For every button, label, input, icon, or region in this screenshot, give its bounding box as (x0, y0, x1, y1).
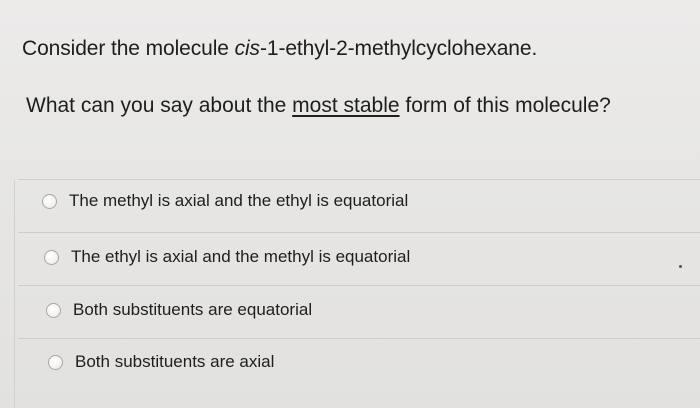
answer-option-2[interactable] (44, 246, 410, 268)
question-prefix: Consider the molecule (22, 37, 235, 60)
stray-dot (679, 265, 682, 268)
prompt-underlined: most stable (292, 94, 400, 117)
radio-button-3[interactable] (46, 303, 61, 318)
question-prompt (26, 92, 611, 120)
divider (18, 338, 700, 339)
prompt-before: What can you say about the (26, 94, 293, 117)
options-left-rule (14, 180, 15, 408)
divider-top (18, 179, 700, 180)
radio-button-2[interactable] (44, 250, 59, 265)
divider (18, 232, 700, 233)
question-suffix: -1-ethyl-2-methylcyclohexane. (259, 37, 538, 60)
divider (18, 285, 700, 286)
answer-option-3[interactable] (46, 299, 312, 321)
prompt-after: form of this molecule? (399, 94, 611, 117)
answer-option-label: The methyl is axial and the ethyl is equatorial (69, 191, 409, 210)
radio-button-4[interactable] (48, 355, 63, 370)
answer-option-label: Both substituents are equatorial (73, 300, 313, 319)
answer-option-4[interactable] (48, 351, 274, 373)
radio-button-1[interactable] (42, 194, 57, 209)
answer-option-label: The ethyl is axial and the methyl is equatorial (71, 247, 411, 266)
answer-option-1[interactable] (42, 190, 408, 212)
question-text (22, 35, 537, 63)
question-italic: cis (234, 37, 260, 60)
answer-option-label: Both substituents are axial (75, 352, 275, 371)
